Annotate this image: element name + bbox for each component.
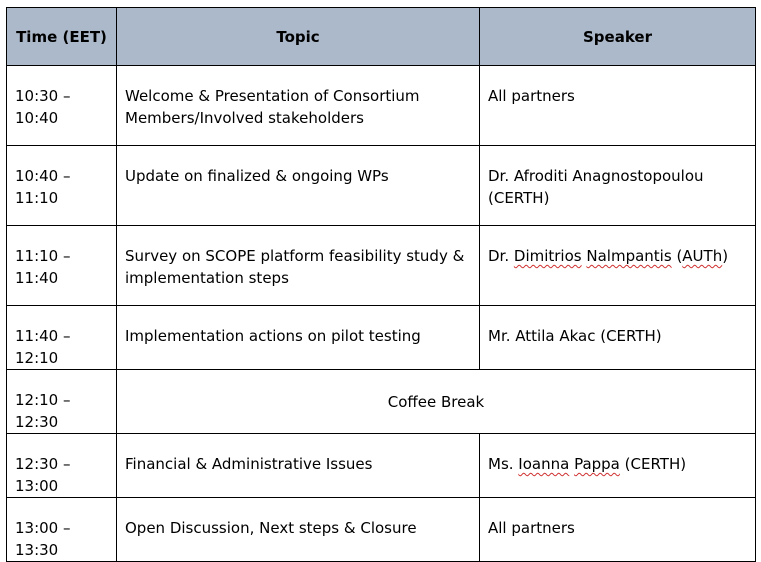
time-start: 11:10 – [15,247,71,265]
speaker-first-name: Dimitrios [513,247,582,265]
header-row [7,8,756,66]
time-start: 10:30 – [15,87,71,105]
time-cell [7,498,117,562]
time-cell [7,66,117,146]
time-end: 12:10 [15,349,59,367]
speaker-org-open: ( [671,247,683,265]
time-start: 10:40 – [15,167,71,185]
table-row [7,66,756,146]
table-row [7,370,756,434]
time-cell [7,370,117,434]
speaker-name: Dr. Afroditi Anagnostopoulou [488,167,704,185]
table-row [7,498,756,562]
speaker-last-name: Pappa [574,455,620,473]
speaker-cell: All partners [480,498,756,562]
header-topic: Topic [117,8,480,66]
time-end: 11:40 [15,269,59,287]
topic-cell: Update on finalized & ongoing WPs [117,146,480,226]
time-start: 13:00 – [15,519,71,537]
speaker-suffix: (CERTH) [619,455,687,473]
speaker-first-name: Ioanna [518,455,570,473]
speaker-org: AUTh [682,247,723,265]
time-end: 13:30 [15,541,59,559]
speaker-cell [480,146,756,226]
topic-cell: Open Discussion, Next steps & Closure [117,498,480,562]
topic-cell: Survey on SCOPE platform feasibility study & implementation steps [117,226,480,306]
topic-cell: Financial & Administrative Issues [117,434,480,498]
topic-cell: Implementation actions on pilot testing [117,306,480,370]
speaker-org: (CERTH) [488,189,550,207]
time-end: 11:10 [15,189,59,207]
speaker-cell: All partners [480,66,756,146]
time-start: 11:40 – [15,327,71,345]
time-end: 12:30 [15,413,59,431]
speaker-cell [480,226,756,306]
agenda-table [6,7,756,562]
speaker-prefix: Dr. [488,247,514,265]
table-row [7,146,756,226]
time-end: 13:00 [15,477,59,495]
coffee-break-cell: Coffee Break [117,370,756,434]
speaker-cell: Mr. Attila Akac (CERTH) [480,306,756,370]
table-row [7,226,756,306]
time-cell [7,146,117,226]
speaker-last-name: Nalmpantis [586,247,672,265]
header-speaker: Speaker [480,8,756,66]
topic-cell: Welcome & Presentation of Consortium Members/Involved stakeholders [117,66,480,146]
time-cell [7,306,117,370]
time-cell [7,434,117,498]
table-row [7,306,756,370]
table-row [7,434,756,498]
time-end: 10:40 [15,109,59,127]
speaker-prefix: Ms. [488,455,519,473]
time-start: 12:30 – [15,455,71,473]
time-start: 12:10 – [15,391,71,409]
speaker-org-close: ) [722,247,729,265]
speaker-cell [480,434,756,498]
header-time: Time (EET) [7,8,117,66]
time-cell [7,226,117,306]
